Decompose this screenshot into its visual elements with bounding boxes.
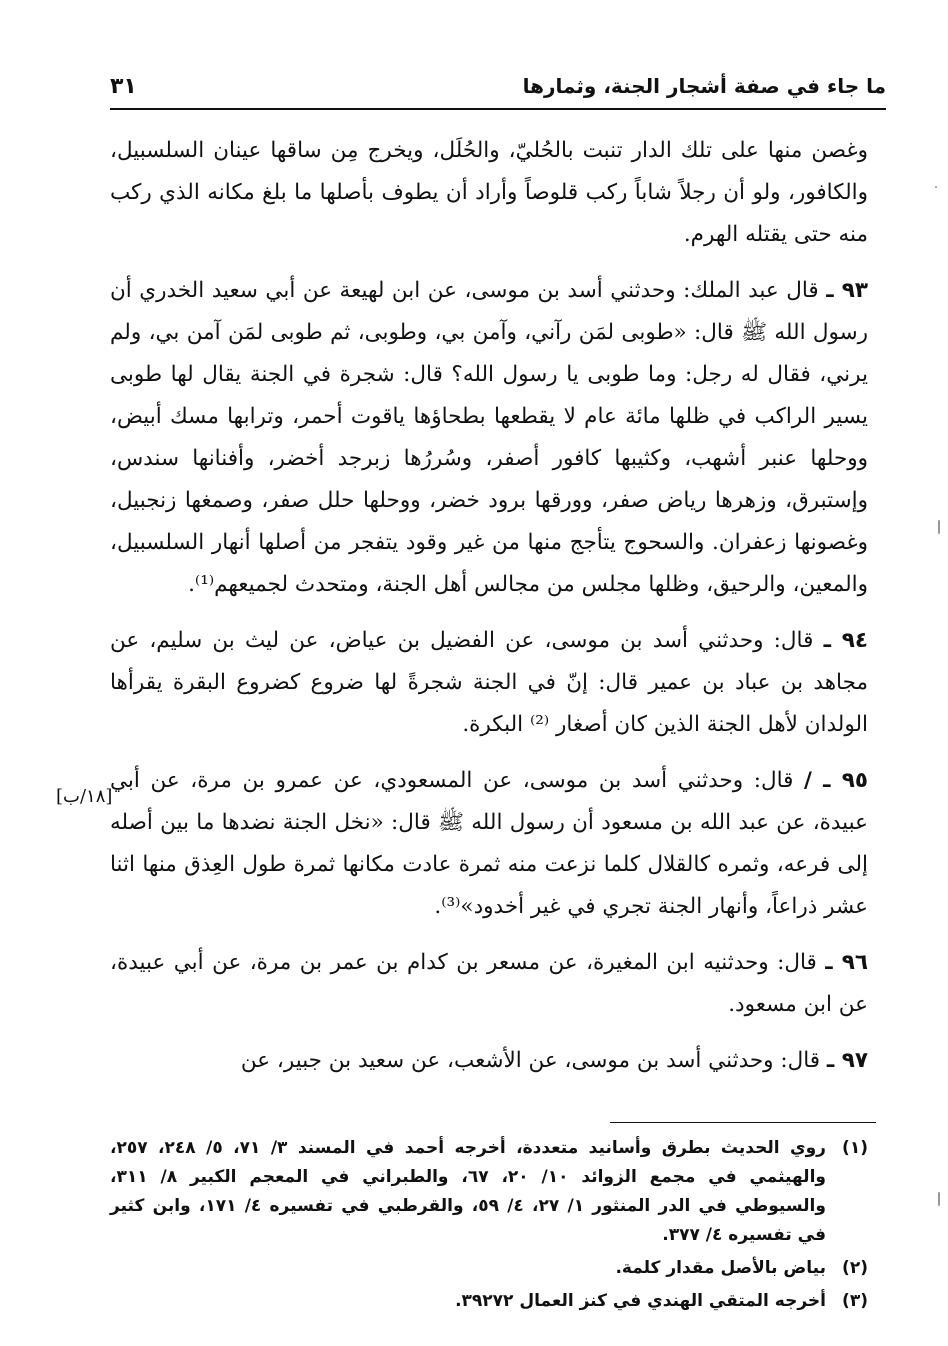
hadith-95 bbox=[110, 760, 868, 928]
footnotes bbox=[110, 1134, 868, 1320]
footnote-mark: (٢) bbox=[842, 1258, 868, 1278]
manuscript-folio-note: [١٨/ب] bbox=[56, 786, 113, 807]
footnote-1 bbox=[110, 1134, 868, 1250]
paragraph-text: قال: وحدثنيه ابن المغيرة، عن مسعر بن كدام بن عمر بن مرة، عن أبي عبيدة، عن ابن مسعود. bbox=[110, 950, 868, 1017]
page-number: ٣١ bbox=[110, 74, 137, 99]
scan-artifact bbox=[938, 1192, 940, 1206]
hadith-number: ٩٣ ـ bbox=[826, 278, 868, 303]
hadith-number: ٩٥ ـ / bbox=[804, 768, 869, 793]
hadith-number: ٩٤ ـ bbox=[823, 628, 868, 653]
footnote-divider bbox=[610, 1122, 876, 1123]
hadith-number: ٩٧ ـ bbox=[826, 1048, 868, 1073]
hadith-93 bbox=[110, 270, 868, 606]
main-text bbox=[110, 130, 868, 1096]
footnote-3 bbox=[110, 1287, 868, 1316]
paragraph-text: قال: وحدثني أسد بن موسى، عن الأشعب، عن سعيد بن جبير، عن bbox=[240, 1048, 821, 1073]
paragraph-text: قال: وحدثني أسد بن موسى، عن الفضيل بن عياض، عن ليث بن سليم، عن مجاهد بن عباد بن عمير قال: إنّ في الجنة شجرةً لها ضروع كضروع البقرة يقرأها الولدان لأهل الجنة الذين كان أصغار ⁽²⁾ البكرة. bbox=[110, 628, 868, 737]
hadith-94 bbox=[110, 620, 868, 746]
footnote-mark: (١) bbox=[842, 1138, 868, 1158]
footnote-text: بياض بالأصل مقدار كلمة. bbox=[615, 1258, 826, 1278]
footnote-text: روي الحديث بطرق وأسانيد متعددة، أخرجه أحمد في المسند ٣/ ٧١، ٥/ ٢٤٨، ٢٥٧، والهيثمي في مجمع الزوائد ١٠/ ٢٠، ٦٧، والطبراني في المعجم الكبير ٨/ ٣١١، والسيوطي في الدر المنثور ١/ ٢٧، ٤/ ٥٩، والقرطبي في تفسيره ٤/ ١٧١، وابن كثير في تفسيره ٤/ ٣٧٧. bbox=[110, 1138, 826, 1245]
scan-artifact bbox=[935, 186, 937, 188]
footnote-text: أخرجه المتقي الهندي في كنز العمال ٣٩٢٧٢. bbox=[455, 1291, 826, 1311]
paragraph-text: قال عبد الملك: وحدثني أسد بن موسى، عن ابن لهيعة عن أبي سعيد الخدري أن رسول الله ﷺ قال: «طوبى لمَن رآني، وآمن بي، وطوبى، ثم طوبى لمَن آمن بي، ولم يرني، فقال له رجل: وما طوبى يا رسول الله؟ قال: شجرة في الجنة يقال لها طوبى يسير الراكب في ظلها مائة عام لا يقطعها بطحاؤها ياقوت أحمر، وترابها مسك أبيض، ووحلها عنبر أشهب، وكثيبها كافور أصفر، وسُررُها زبرجد أخضر، وأفنانها سندس، وإستبرق، وزهرها رياض صفر، وورقها برود خضر، ووحلها حلل صفر، وصمغها زنجبيل، وغصونها زعفران. والسحوج يتأجج منها من غير وقود يتفجر من أصلها أنهار السلسبيل، والمعين، والرحيق، وظلها مجلس من مجالس أهل الجنة، ومتحدث لجميعهم⁽¹⁾. bbox=[110, 278, 869, 597]
paragraph-text: وغصن منها على تلك الدار تنبت بالحُليّ، والحُلَل، ويخرج مِن ساقها عينان السلسبيل، والكافور، ولو أن رجلاً شاباً ركب قلوصاً وأراد أن يطوف بأصلها ما بلغ مكانه الذي ركب منه حتى يقتله الهرم. bbox=[110, 138, 868, 247]
hadith-number: ٩٦ ـ bbox=[825, 950, 868, 975]
page-header bbox=[110, 68, 886, 110]
hadith-97 bbox=[110, 1040, 868, 1082]
footnote-mark: (٣) bbox=[842, 1291, 868, 1311]
paragraph-continuation bbox=[110, 130, 868, 256]
paragraph-text: قال: وحدثني أسد بن موسى، عن المسعودي، عن عمرو بن مرة، عن أبي عبيدة، عن عبد الله بن مسعود أن رسول الله ﷺ قال: «نخل الجنة نضدها ما بين أصله إلى فرعه، وثمره كالقلال كلما نزعت منه ثمرة عادت مكانها ثمرة طول العِذق منها اثنا عشر ذراعاً، وأنهار الجنة تجري في غير أخدود»⁽³⁾. bbox=[110, 768, 868, 919]
hadith-96 bbox=[110, 942, 868, 1026]
footnote-2 bbox=[110, 1254, 868, 1283]
scan-artifact bbox=[938, 520, 940, 534]
running-title: ما جاء في صفة أشجار الجنة، وثمارها bbox=[522, 74, 886, 98]
